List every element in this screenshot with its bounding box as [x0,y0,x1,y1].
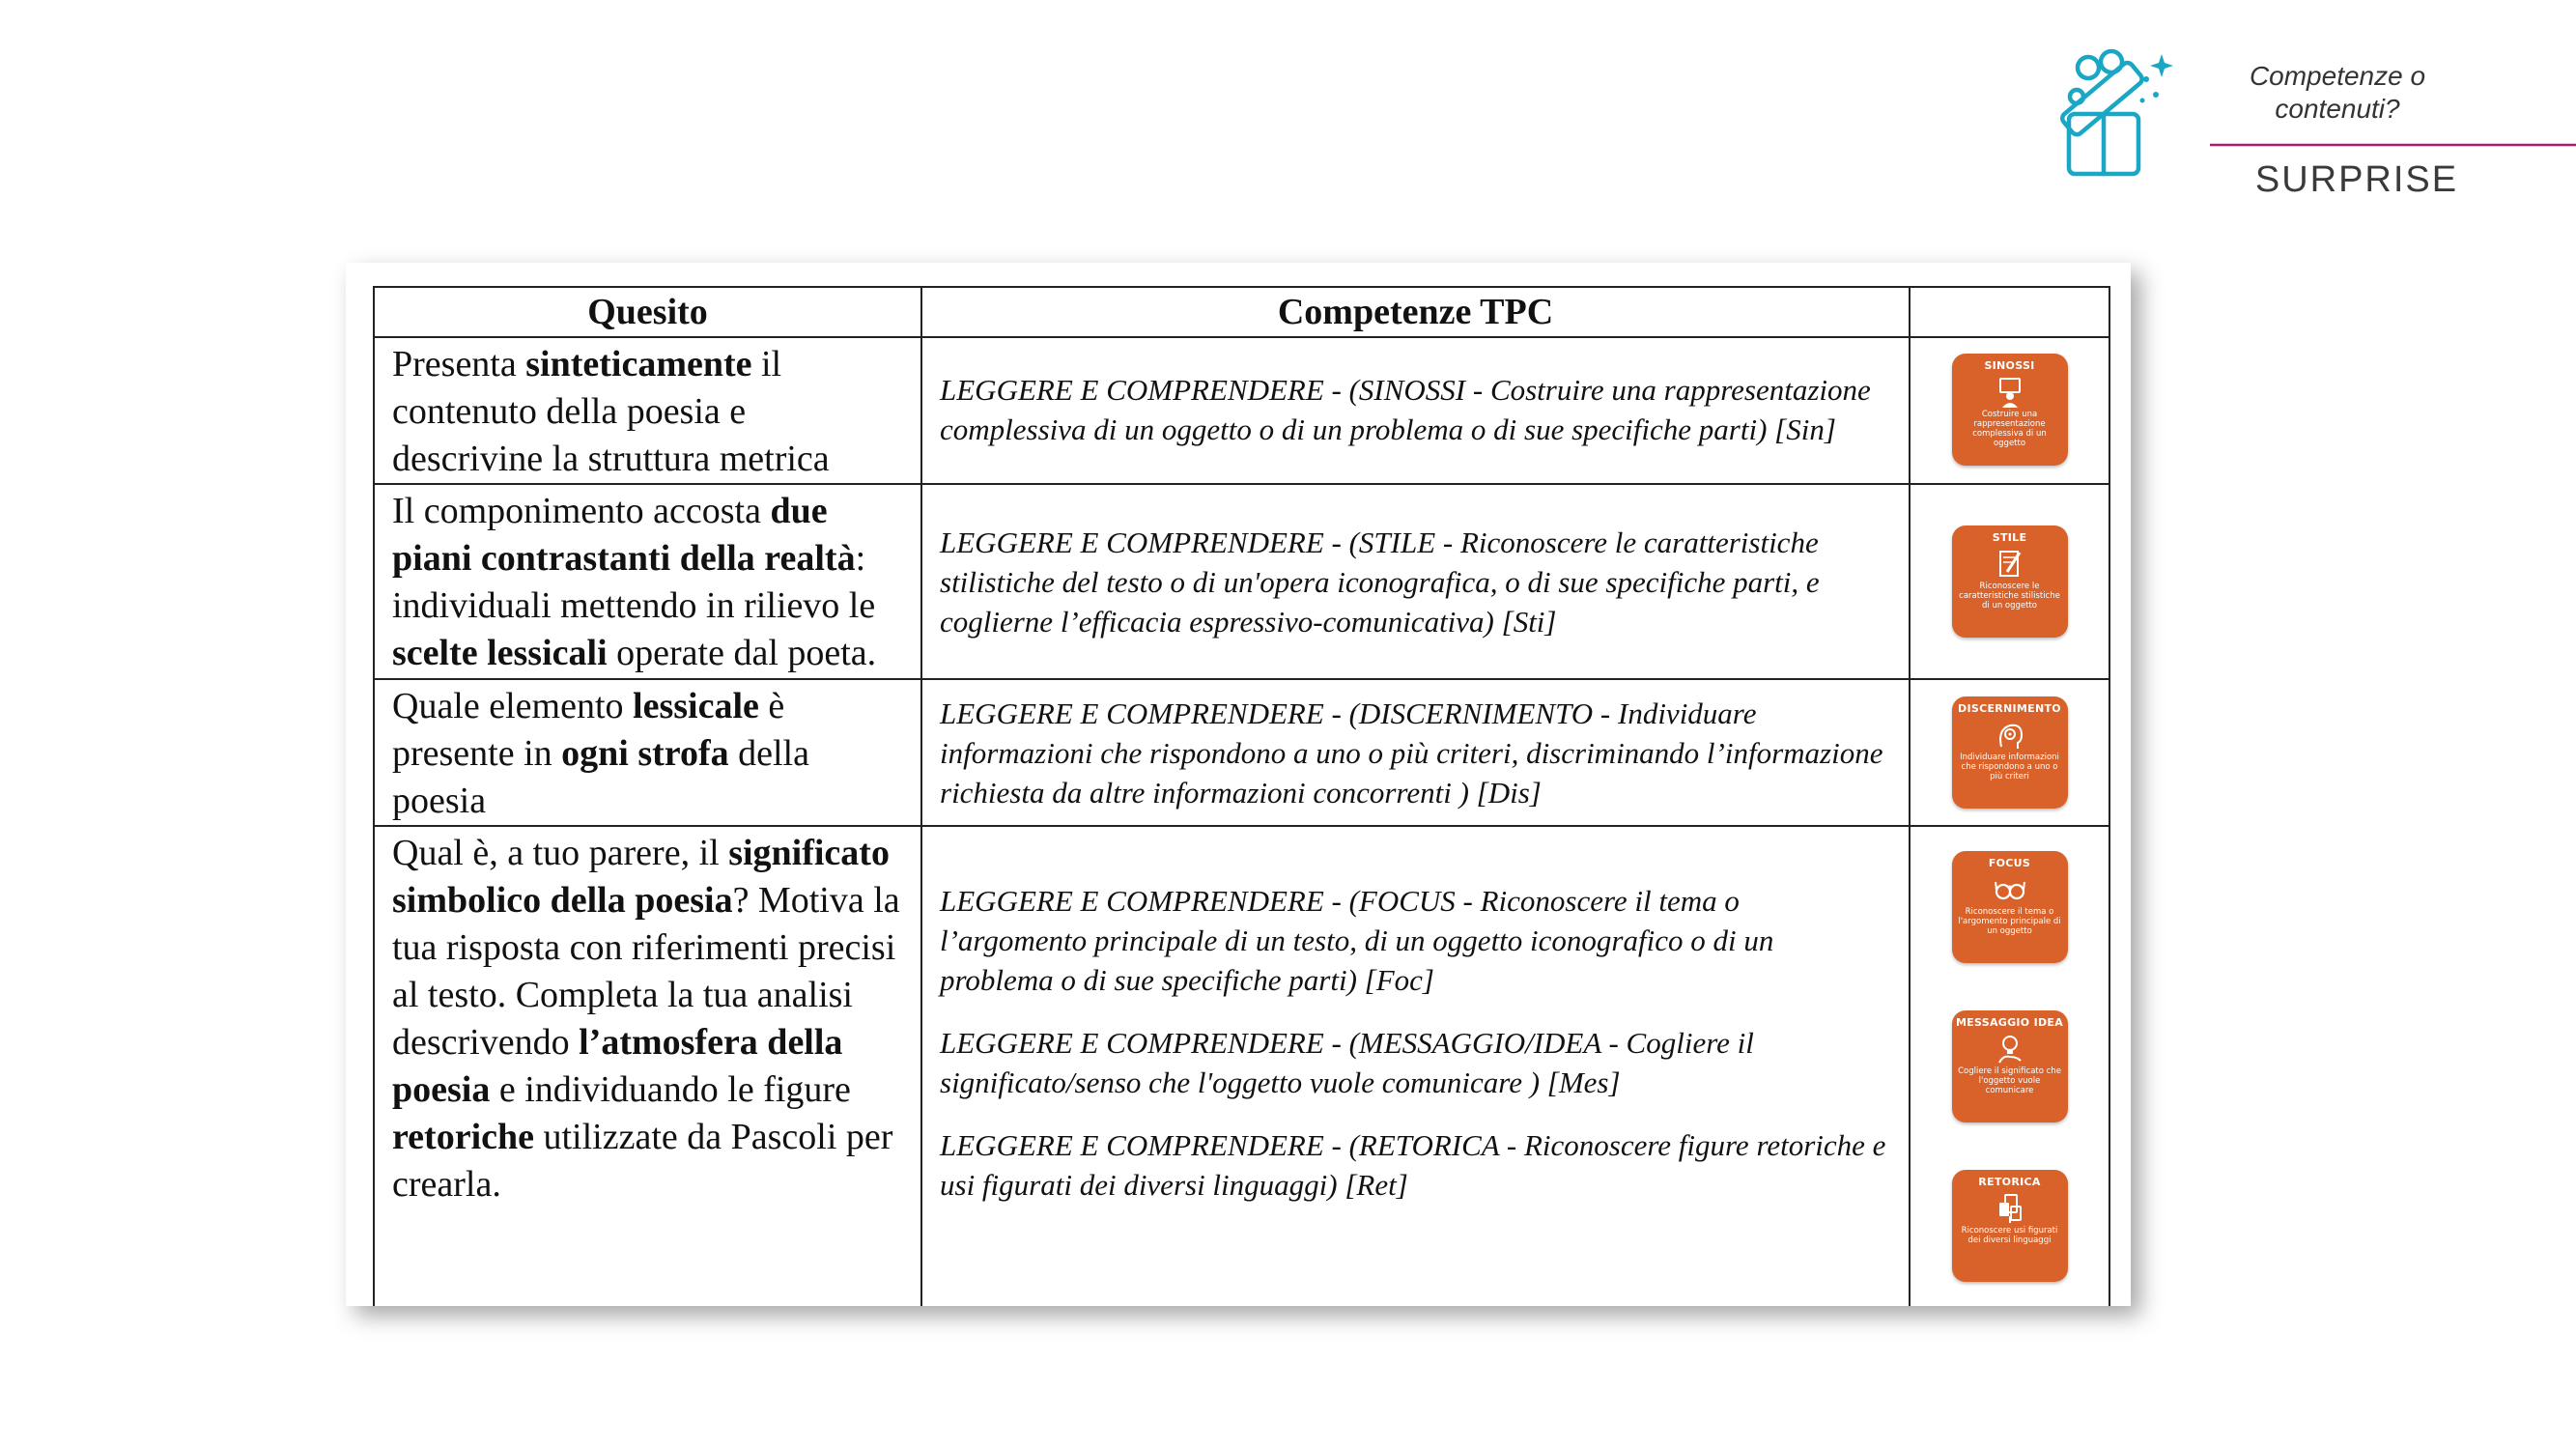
badge-title: FOCUS [1988,856,2031,869]
question-keyword: scelte lessicali [392,633,608,673]
badge-title: DISCERNIMENTO [1958,702,2061,715]
table-row [374,679,2109,826]
question-keyword: due piani contrastanti della realtà [392,491,856,579]
question-keyword: retoriche [392,1117,534,1157]
question-fragment: operate dal poeta. [607,633,877,673]
table-row [374,484,2109,679]
competence-text: LEGGERE E COMPRENDERE - (STILE - Riconoscere le caratteristiche stilistiche del testo o di un'opera iconografica, o di sue specifiche parti, e coglierne l’efficacia espressivo-comunicativa) [Sti] [940,525,1820,639]
competence-cell [921,337,1910,484]
question-text [375,680,920,825]
question-fragment: Il componimento accosta [392,491,771,531]
badge-title: MESSAGGIO IDEA [1955,1015,2064,1029]
question-text [375,827,920,1208]
question-fragment: Presenta [392,344,526,384]
gift-icon [2048,39,2193,184]
pen-paper-icon [1994,547,2026,580]
badge-description: Individuare informazioni che rispondono a uno o più criteri [1960,753,2059,781]
tagline-underline [2183,58,2576,174]
question-fragment: ? Motiva la tua risposta con riferimenti precisi al testo. Completa la tua analisi descrivendo [392,880,900,1063]
question-fragment: della poesia [392,733,809,821]
table-row [374,337,2109,484]
question-fragment: utilizzate da Pascoli per crearla. [392,1117,893,1205]
question-fragment: è presente in [392,686,785,774]
badge-description: Costruire una rappresentazione complessiva di un oggetto [1972,410,2047,448]
competence-badge [1952,696,2068,809]
table-row [374,826,2109,1306]
competence-text: LEGGERE E COMPRENDERE - (DISCERNIMENTO - Individuare informazioni che rispondono a uno o più criteri, discriminando l’informazione richiesta da altre informazioni concorrenti ) [Dis] [940,696,1883,810]
badge-title: STILE [1992,531,2027,544]
question-fragment: e individuando le figure [490,1069,851,1110]
glasses-icon [1994,872,2026,905]
person-board-icon [1994,375,2026,408]
competence-badge [1952,526,2068,638]
question-text [375,338,920,483]
badge-description: Riconoscere il tema o l'argomento principale di un oggetto [1958,906,2061,936]
document-image [346,263,2131,1306]
question-keyword: sinteticamente [525,344,752,384]
competence-badge [1952,1010,2068,1122]
tagline: Competenze o contenuti? [2249,61,2426,124]
header-icons [1910,287,2109,337]
question-keyword: significato simbolico della poesia [392,833,890,921]
competence-badge [1952,354,2068,466]
badge-cell [1910,826,2109,1306]
competence-badge [1952,851,2068,963]
question-cell [374,484,921,679]
badge-cell [1910,337,2109,484]
question-cell [374,826,921,1306]
question-text [375,485,920,677]
badge-cell [1910,484,2109,679]
question-keyword: lessicale [633,686,759,726]
question-keyword: ogni strofa [561,733,729,774]
lightbulb-hand-icon [1994,1032,2026,1065]
badge-description: Cogliere il significato che l'oggetto vuole comunicare [1958,1065,2061,1095]
question-cell [374,679,921,826]
question-fragment: Qual è, a tuo parere, il [392,833,729,873]
head-gears-icon [1994,718,2026,751]
competence-cell [921,484,1910,679]
header-quesito: Quesito [374,287,921,337]
question-keyword: l’atmosfera della poesia [392,1022,843,1110]
question-fragment: : individuali mettendo in rilievo le [392,538,876,626]
competence-cell [921,826,1910,1306]
competence-text: LEGGERE E COMPRENDERE - (FOCUS - Riconoscere il tema o l’argomento principale di un testo, di un oggetto iconografico o di un problema o di sue specifiche parti) [Foc] [940,884,1774,997]
question-fragment: il contenuto della poesia e descrivine la struttura metrica [392,344,830,479]
badge-description: Riconoscere le caratteristiche stilistiche di un oggetto [1959,582,2060,611]
question-fragment: Quale elemento [392,686,634,726]
competence-badge [1952,1170,2068,1282]
badge-title: RETORICA [1978,1176,2041,1189]
competence-table [373,286,2110,1306]
competence-text: LEGGERE E COMPRENDERE - (MESSAGGIO/IDEA - Cogliere il significato/senso che l'oggetto vuole comunicare ) [Mes] [940,1026,1754,1099]
competence-cell [921,679,1910,826]
question-cell [374,337,921,484]
brand-name: SURPRISE [2254,159,2459,200]
header-competenze: Competenze TPC [921,287,1910,337]
badge-description: Riconoscere usi figurati dei diversi linguaggi [1961,1226,2058,1246]
surprise-logo [2048,39,2550,213]
cards-icon [1994,1191,2026,1224]
competence-text: LEGGERE E COMPRENDERE - (SINOSSI - Costruire una rappresentazione complessiva di un oggetto o di un problema o di sue specifiche parti) [Sin] [940,373,1871,446]
badge-title: SINOSSI [1984,359,2035,372]
competence-text: LEGGERE E COMPRENDERE - (RETORICA - Riconoscere figure retoriche e usi figurati dei diversi linguaggi) [Ret] [940,1128,1886,1202]
badge-cell [1910,679,2109,826]
